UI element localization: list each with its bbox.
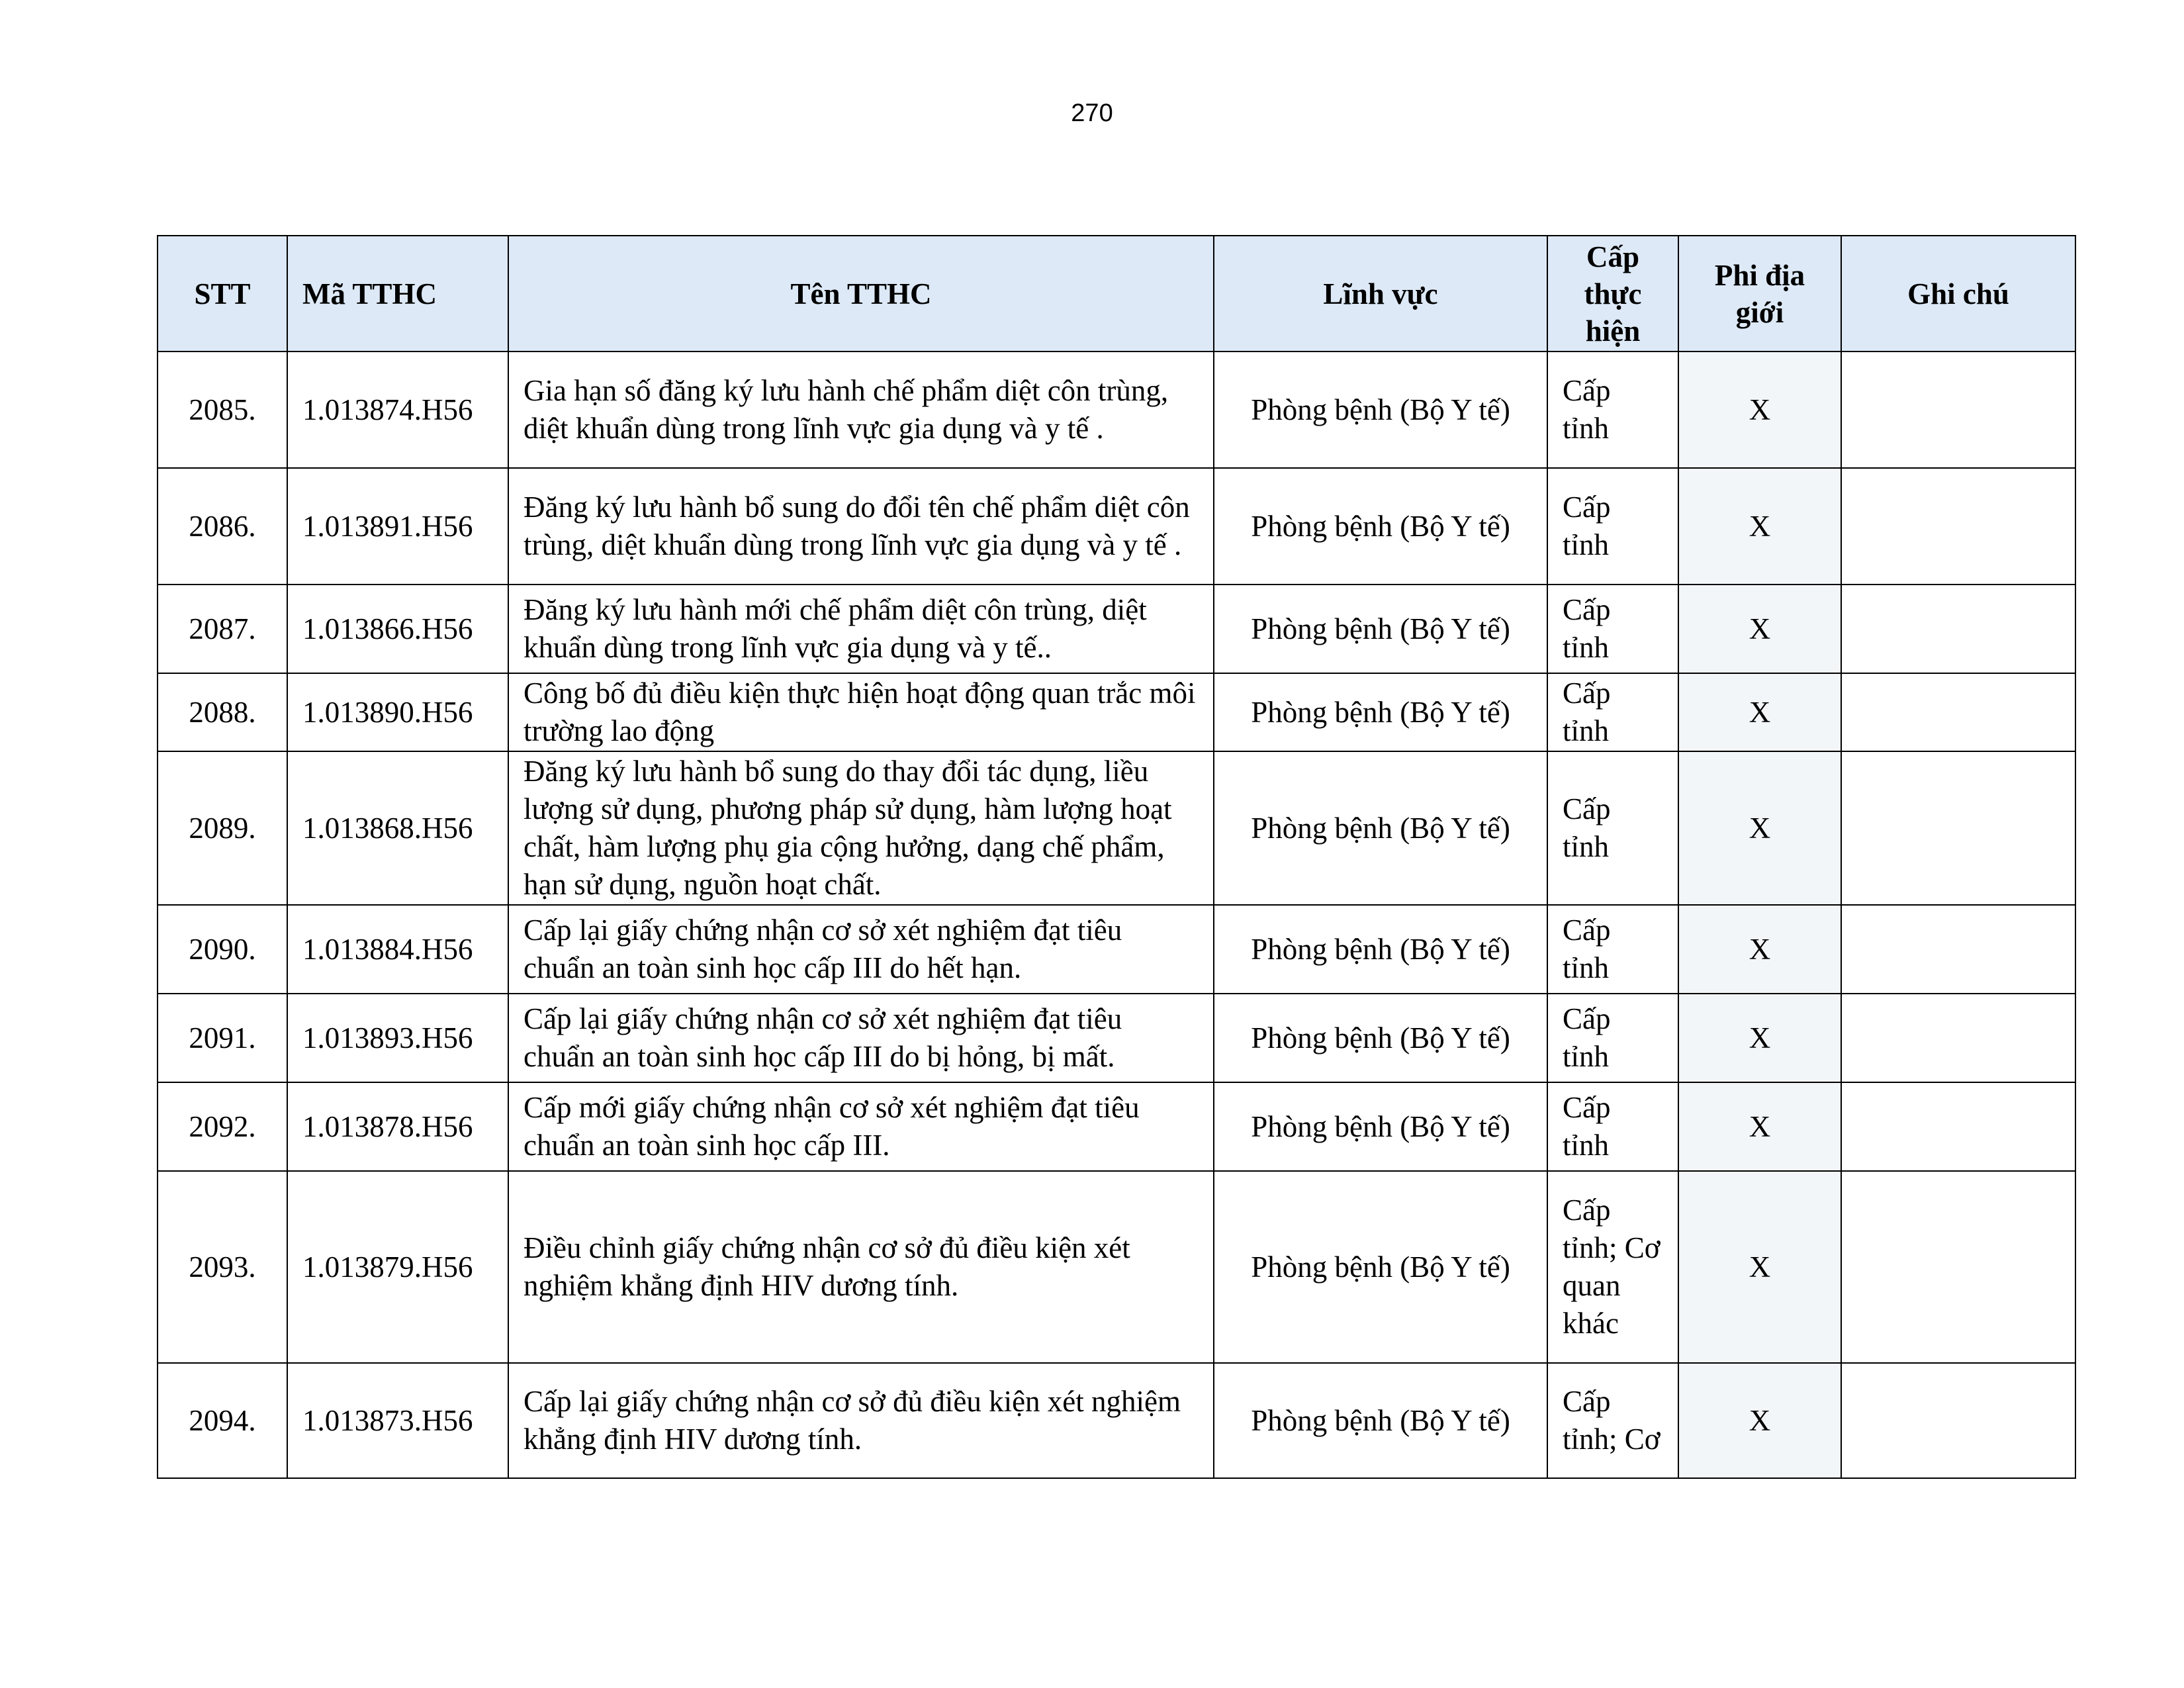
cell-ma-tthc: 1.013866.H56 [287, 585, 508, 673]
cell-ma-tthc: 1.013878.H56 [287, 1082, 508, 1171]
cell-cap-thuc-hien: Cấp tỉnh [1547, 585, 1678, 673]
cell-stt: 2094. [158, 1363, 287, 1478]
cell-ma-tthc: 1.013879.H56 [287, 1171, 508, 1363]
cell-ghi-chu [1841, 1082, 2075, 1171]
cell-ma-tthc: 1.013891.H56 [287, 468, 508, 585]
table-row [158, 673, 2075, 751]
cell-cap-thuc-hien: Cấp tỉnh [1547, 352, 1678, 468]
cell-ten-tthc: Điều chỉnh giấy chứng nhận cơ sở đủ điều kiện xét nghiệm khẳng định HIV dương tính. [508, 1171, 1214, 1363]
cell-phi-dia-gioi: X [1678, 1171, 1841, 1363]
cell-stt: 2088. [158, 673, 287, 751]
cell-ten-tthc: Đăng ký lưu hành bổ sung do thay đổi tác dụng, liều lượng sử dụng, phương pháp sử dụng, hàm lượng hoạt chất, hàm lượng phụ gia cộng hưởng, dạng chế phẩm, hạn sử dụng, nguồn hoạt chất. [508, 751, 1214, 905]
cell-ten-tthc: Cấp lại giấy chứng nhận cơ sở xét nghiệm đạt tiêu chuẩn an toàn sinh học cấp III do hết hạn. [508, 905, 1214, 994]
cell-cap-thuc-hien: Cấp tỉnh [1547, 1082, 1678, 1171]
table-row [158, 994, 2075, 1082]
cell-linh-vuc: Phòng bệnh (Bộ Y tế) [1214, 1082, 1547, 1171]
cell-stt: 2087. [158, 585, 287, 673]
cell-ma-tthc: 1.013868.H56 [287, 751, 508, 905]
cell-ten-tthc: Gia hạn số đăng ký lưu hành chế phẩm diệt côn trùng, diệt khuẩn dùng trong lĩnh vực gia dụng và y tế . [508, 352, 1214, 468]
header-row [158, 236, 2075, 352]
cell-stt: 2090. [158, 905, 287, 994]
cell-ghi-chu [1841, 352, 2075, 468]
cell-ten-tthc: Đăng ký lưu hành bổ sung do đổi tên chế phẩm diệt côn trùng, diệt khuẩn dùng trong lĩnh vực gia dụng và y tế . [508, 468, 1214, 585]
cell-ma-tthc: 1.013874.H56 [287, 352, 508, 468]
cell-linh-vuc: Phòng bệnh (Bộ Y tế) [1214, 468, 1547, 585]
cell-cap-thuc-hien: Cấp tỉnh; Cơ [1547, 1363, 1678, 1478]
header-ma-tthc: Mã TTHC [287, 236, 508, 352]
cell-linh-vuc: Phòng bệnh (Bộ Y tế) [1214, 994, 1547, 1082]
cell-ma-tthc: 1.013873.H56 [287, 1363, 508, 1478]
cell-linh-vuc: Phòng bệnh (Bộ Y tế) [1214, 905, 1547, 994]
cell-phi-dia-gioi: X [1678, 673, 1841, 751]
cell-cap-thuc-hien: Cấp tỉnh [1547, 994, 1678, 1082]
cell-ghi-chu [1841, 905, 2075, 994]
cell-ten-tthc: Đăng ký lưu hành mới chế phẩm diệt côn trùng, diệt khuẩn dùng trong lĩnh vực gia dụng và y tế.. [508, 585, 1214, 673]
cell-stt: 2091. [158, 994, 287, 1082]
procedures-table [157, 235, 2076, 1479]
cell-ghi-chu [1841, 1363, 2075, 1478]
cell-stt: 2086. [158, 468, 287, 585]
header-ghi-chu: Ghi chú [1841, 236, 2075, 352]
cell-linh-vuc: Phòng bệnh (Bộ Y tế) [1214, 585, 1547, 673]
cell-linh-vuc: Phòng bệnh (Bộ Y tế) [1214, 673, 1547, 751]
cell-phi-dia-gioi: X [1678, 1082, 1841, 1171]
cell-stt: 2085. [158, 352, 287, 468]
cell-phi-dia-gioi: X [1678, 585, 1841, 673]
cell-ghi-chu [1841, 673, 2075, 751]
cell-linh-vuc: Phòng bệnh (Bộ Y tế) [1214, 1171, 1547, 1363]
cell-stt: 2089. [158, 751, 287, 905]
table-row [158, 905, 2075, 994]
page-number: 270 [1071, 99, 1113, 127]
cell-ten-tthc: Cấp lại giấy chứng nhận cơ sở đủ điều kiện xét nghiệm khẳng định HIV dương tính. [508, 1363, 1214, 1478]
cell-linh-vuc: Phòng bệnh (Bộ Y tế) [1214, 1363, 1547, 1478]
cell-ghi-chu [1841, 468, 2075, 585]
header-phi-dia-gioi: Phi địa giới [1678, 236, 1841, 352]
table-row [158, 585, 2075, 673]
cell-linh-vuc: Phòng bệnh (Bộ Y tế) [1214, 751, 1547, 905]
cell-stt: 2092. [158, 1082, 287, 1171]
table-row [158, 751, 2075, 905]
cell-ten-tthc: Cấp mới giấy chứng nhận cơ sở xét nghiệm đạt tiêu chuẩn an toàn sinh học cấp III. [508, 1082, 1214, 1171]
cell-ma-tthc: 1.013893.H56 [287, 994, 508, 1082]
cell-phi-dia-gioi: X [1678, 905, 1841, 994]
cell-ten-tthc: Cấp lại giấy chứng nhận cơ sở xét nghiệm đạt tiêu chuẩn an toàn sinh học cấp III do bị hỏng, bị mất. [508, 994, 1214, 1082]
cell-ma-tthc: 1.013890.H56 [287, 673, 508, 751]
cell-phi-dia-gioi: X [1678, 468, 1841, 585]
cell-ghi-chu [1841, 585, 2075, 673]
cell-phi-dia-gioi: X [1678, 352, 1841, 468]
cell-ghi-chu [1841, 751, 2075, 905]
cell-cap-thuc-hien: Cấp tỉnh [1547, 673, 1678, 751]
table-row [158, 1082, 2075, 1171]
table-row [158, 352, 2075, 468]
cell-cap-thuc-hien: Cấp tỉnh [1547, 905, 1678, 994]
cell-ma-tthc: 1.013884.H56 [287, 905, 508, 994]
cell-stt: 2093. [158, 1171, 287, 1363]
cell-linh-vuc: Phòng bệnh (Bộ Y tế) [1214, 352, 1547, 468]
header-cap-thuc-hien: Cấp thực hiện [1547, 236, 1678, 352]
header-linh-vuc: Lĩnh vực [1214, 236, 1547, 352]
cell-phi-dia-gioi: X [1678, 751, 1841, 905]
cell-ghi-chu [1841, 1171, 2075, 1363]
cell-phi-dia-gioi: X [1678, 1363, 1841, 1478]
cell-cap-thuc-hien: Cấp tỉnh [1547, 751, 1678, 905]
cell-ghi-chu [1841, 994, 2075, 1082]
table-row [158, 1171, 2075, 1363]
table-row [158, 468, 2075, 585]
header-ten-tthc: Tên TTHC [508, 236, 1214, 352]
cell-cap-thuc-hien: Cấp tỉnh [1547, 468, 1678, 585]
cell-phi-dia-gioi: X [1678, 994, 1841, 1082]
header-stt: STT [158, 236, 287, 352]
table-row [158, 1363, 2075, 1478]
cell-cap-thuc-hien: Cấp tỉnh; Cơ quan khác [1547, 1171, 1678, 1363]
cell-ten-tthc: Công bố đủ điều kiện thực hiện hoạt động quan trắc môi trường lao động [508, 673, 1214, 751]
